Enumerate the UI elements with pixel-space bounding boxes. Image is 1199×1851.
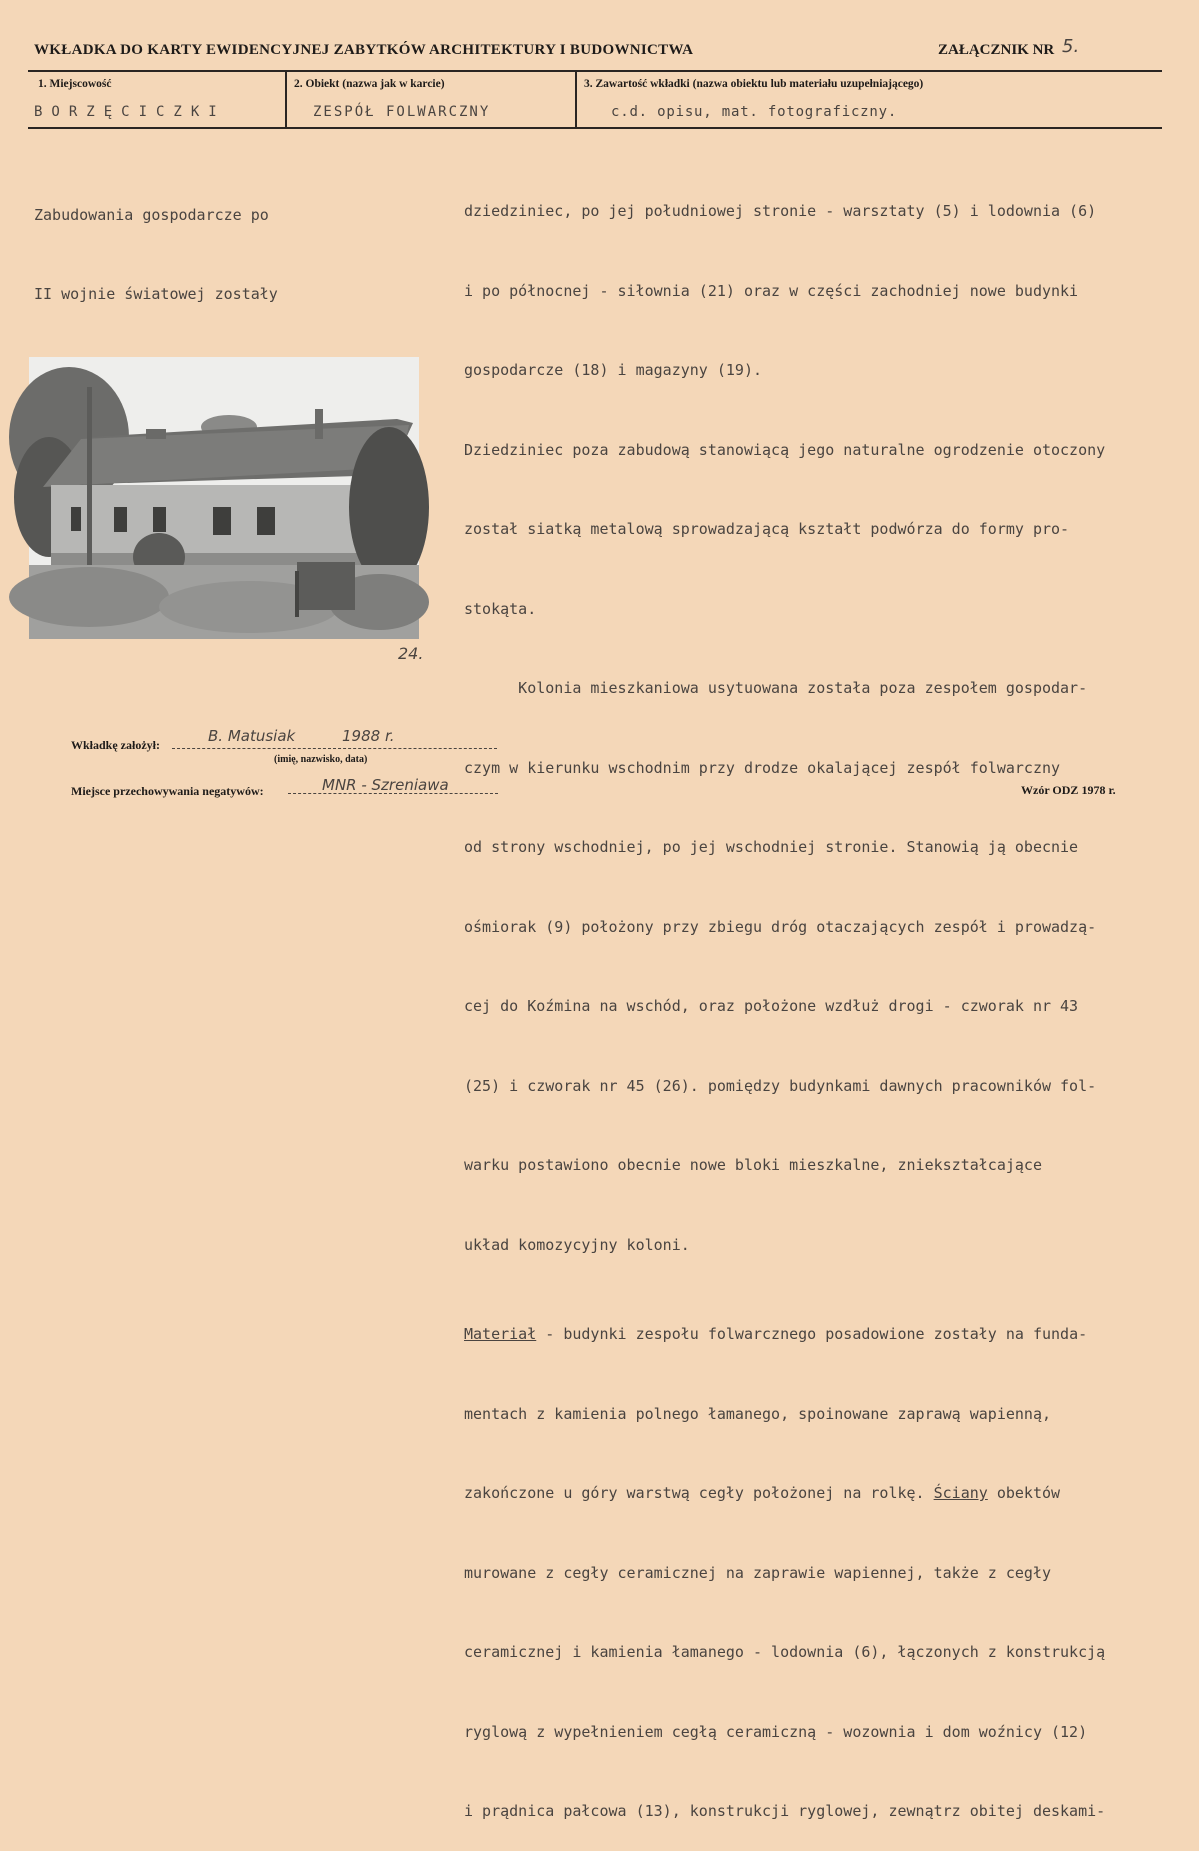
main-text-line: układ komozycyjny koloni. (464, 1235, 690, 1254)
form-title: WKŁADKA DO KARTY EWIDENCYJNEJ ZABYTKÓW ARCHITEKTURY I BUDOWNICTWA (34, 42, 694, 58)
founder-line (172, 748, 497, 749)
main-text-line: murowane z cegły ceramicznej na zaprawie wapiennej, także z cegły (464, 1563, 1051, 1582)
locality-label: 1. Miejscowość (38, 78, 112, 90)
material-heading: Materiał (464, 1325, 537, 1343)
building-photo (29, 357, 419, 639)
main-text-line: gospodarcze (18) i magazyny (19). (464, 361, 763, 379)
negatives-storage-label: Miejsce przechowywania negatywów: (71, 784, 264, 798)
main-text-line: ryglową z wypełnieniem cegłą ceramiczną - wozownia i dom woźnicy (12) (464, 1722, 1088, 1741)
main-text-line: czym w kierunku wschodnim przy drodze okalającej zespół folwarczny (464, 758, 1061, 777)
photo-caption: 24. (398, 644, 424, 663)
founder-signature: B. Matusiak (208, 727, 296, 745)
main-text-line: od strony wschodniej, po jej wschodniej stronie. Stanowią ją obecnie (464, 838, 1079, 856)
main-text-line (464, 1480, 1184, 1507)
walls-pre-text: zakończone u góry warstwą cegły położonej na rolkę. (464, 1484, 934, 1502)
header-rule-top (28, 70, 1162, 72)
attachment-number: 5. (1062, 36, 1080, 57)
walls-post-text: obektów (987, 1484, 1061, 1502)
left-text-line: Zabudowania gospodarcze po (34, 206, 269, 225)
main-text-line: warku postawiono obecnie nowe bloki mieszkalne, zniekształcające (464, 1156, 1042, 1174)
main-text-line: dziedziniec, po jej południowej stronie - warsztaty (5) i lodownia (6) (464, 202, 1097, 220)
main-text-line: mentach z kamienia polnego łamanego, spoinowane zaprawą wapienną, (464, 1404, 1051, 1423)
main-text-line: ośmiorak (9) położony przy zbiegu dróg otaczających zespół i prowadzą- (464, 917, 1097, 936)
field-divider (285, 72, 287, 127)
founder-label: Wkładkę założył: (71, 738, 160, 752)
main-text-line: i po północnej - siłownia (21) oraz w części zachodniej nowe budynki (464, 281, 1079, 300)
contents-label: 3. Zawartość wkładki (nazwa obiektu lub materiału uzupełniającego) (584, 78, 924, 90)
material-text: - budynki zespołu folwarcznego posadowione zostały na funda- (536, 1325, 1088, 1343)
storage-line (288, 793, 498, 794)
main-text (464, 145, 1184, 1851)
main-text-line: stokąta. (464, 599, 537, 618)
main-text-line: (25) i czworak nr 45 (26). pomiędzy budynkami dawnych pracowników fol- (464, 1076, 1097, 1095)
header-rule-bottom (28, 127, 1162, 129)
attachment-label: ZAŁĄCZNIK NR (938, 42, 1055, 58)
main-text-line (464, 1321, 1184, 1348)
object-value: ZESPÓŁ FOLWARCZNY (313, 104, 491, 120)
main-text-line: ceramicznej i kamienia łamanego - lodownia (6), łączonych z konstrukcją (464, 1643, 1106, 1661)
walls-heading: Ściany (933, 1484, 988, 1502)
field-divider (575, 72, 577, 127)
main-text-line: Dziedziniec poza zabudową stanowiącą jego naturalne ogrodzenie otoczony (464, 440, 1106, 459)
main-text-line: został siatką metalową sprowadzającą kształt podwórza do formy pro- (464, 520, 1070, 538)
left-text-line: II wojnie światowej zostały (34, 285, 278, 304)
form-model: Wzór ODZ 1978 r. (1021, 783, 1116, 797)
main-text-line: cej do Koźmina na wschód, oraz położone wzdłuż drogi - czworak nr 43 (464, 997, 1079, 1015)
founder-year: 1988 r. (342, 727, 395, 745)
founder-sublabel: (imię, nazwisko, data) (274, 754, 368, 765)
main-text-line: i prądnica pałcowa (13), konstrukcji ryglowej, zewnątrz obitej deskami- (464, 1802, 1106, 1820)
contents-value: c.d. opisu, mat. fotograficzny. (611, 104, 898, 120)
photo-illustration (29, 357, 419, 639)
negatives-storage-value: MNR - Szreniawa (322, 776, 449, 794)
object-label: 2. Obiekt (nazwa jak w karcie) (294, 78, 445, 90)
locality-value: BORZĘCICZKI (34, 104, 226, 120)
main-text-line: Kolonia mieszkaniowa usytuowana została poza zespołem gospodar- (464, 679, 1088, 697)
